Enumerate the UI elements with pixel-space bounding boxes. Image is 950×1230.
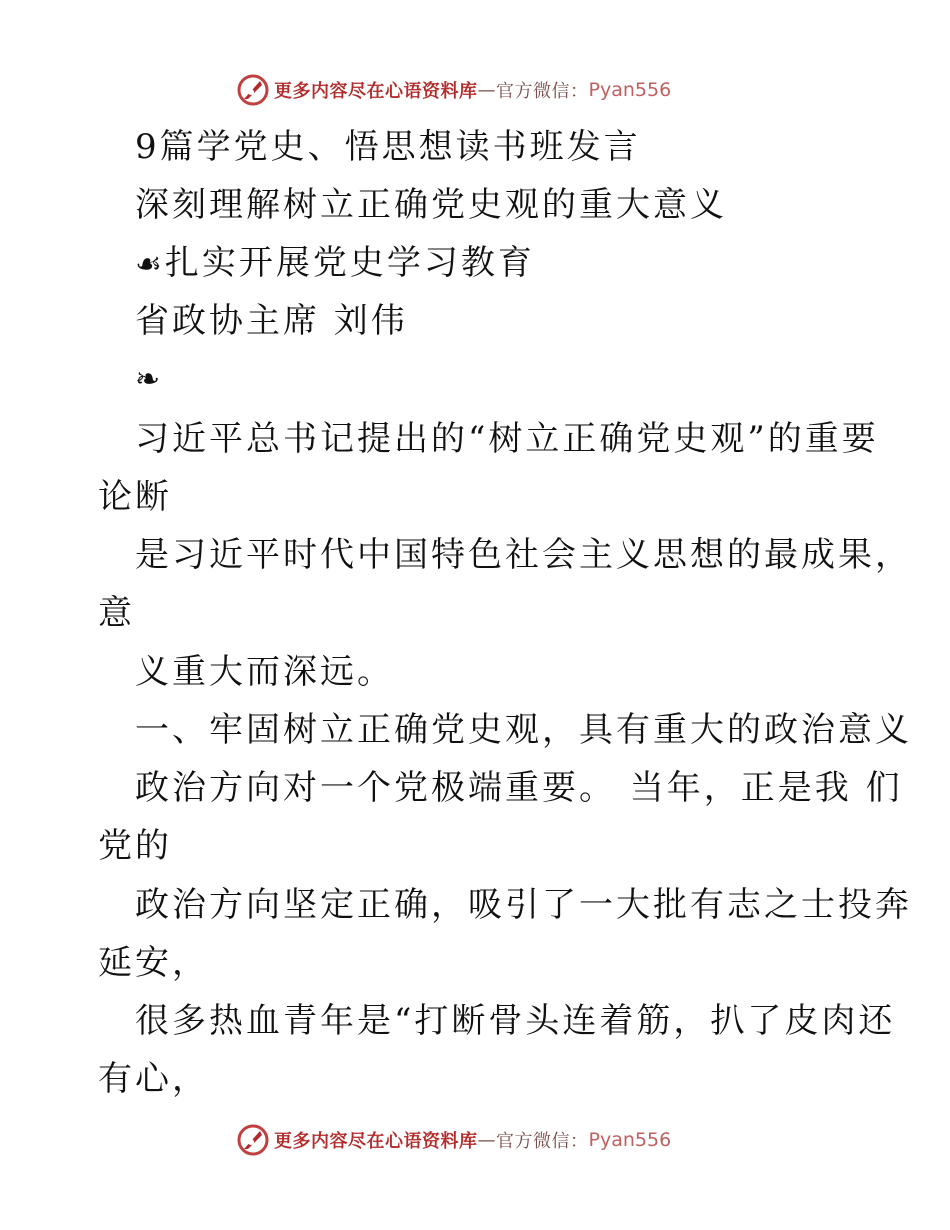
paragraph-line: 论断: [98, 477, 172, 517]
banner-dash: —: [477, 1129, 496, 1151]
paragraph-line: 延安，: [98, 943, 209, 983]
banner-site-text: 更多内容尽在心语资料库: [274, 81, 478, 102]
author-line: 省政协主席 刘伟: [135, 301, 408, 341]
banner-wechat-label: 官方微信：: [496, 81, 589, 102]
quill-logo-icon: [236, 73, 270, 107]
paragraph-line: 政治方向对一个党极端重要。 当年，正是我 们: [135, 768, 903, 808]
doc-subtitle-2: [135, 243, 895, 285]
banner-wechat-id: Pyan556: [588, 79, 672, 101]
paragraph-line: 意: [98, 593, 135, 633]
paragraph-line: 有心，: [98, 1059, 209, 1099]
banner-wechat-label: 官方微信：: [496, 1131, 589, 1152]
banner-dash: —: [477, 79, 496, 101]
paragraph-line: 党的: [98, 826, 172, 866]
paragraph-line: 很多热血青年是“打断骨头连着筋，扒了皮肉还: [135, 1001, 896, 1041]
paragraph-line: 是习近平时代中国特色社会主义思想的最成果，: [135, 535, 912, 575]
section-heading: 一、牢固树立正确党史观，具有重大的政治意义: [135, 710, 912, 750]
quill-logo-icon: [236, 1123, 270, 1157]
paragraph-line: 习近平总书记提出的“树立正确党史观”的重要: [135, 419, 879, 459]
header-banner: [236, 70, 716, 110]
banner-site-text: 更多内容尽在心语资料库: [274, 1131, 478, 1152]
paragraph-line: 政治方向坚定正确，吸引了一大批有志之士投奔: [135, 885, 912, 925]
footer-banner: [236, 1120, 716, 1160]
left-ornament-icon: ☙: [135, 247, 165, 282]
right-ornament-icon: ❧: [135, 362, 164, 397]
doc-subtitle: 深刻理解树立正确党史观的重大意义: [135, 185, 727, 225]
paragraph-line: 义重大而深远。: [135, 652, 394, 692]
doc-title: 9篇学党史、悟思想读书班发言: [135, 127, 641, 167]
banner-wechat-id: Pyan556: [588, 1129, 672, 1151]
subtitle-2-text: 扎实开展党史学习教育: [164, 243, 535, 283]
